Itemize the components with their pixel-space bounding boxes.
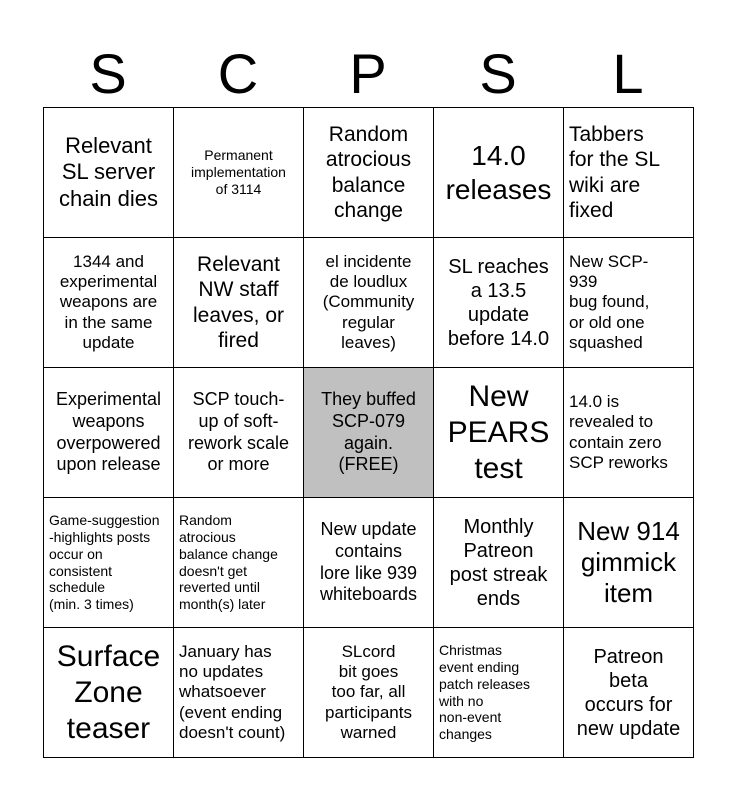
cell-text: Christmas event ending patch releases with no non-event changes: [439, 642, 531, 743]
bingo-cell[interactable]: [434, 238, 564, 368]
cell-text: Tabbers for the SL wiki are fixed: [569, 123, 661, 222]
cell-text: 14.0 releases: [445, 139, 552, 205]
cell-text: New 914 gimmick item: [577, 515, 680, 609]
free-space-cell[interactable]: [304, 368, 434, 498]
cell-text: SL reaches a 13.5 update before 14.0: [447, 255, 550, 350]
cell-text: New SCP- 939 bug found, or old one squashed: [569, 251, 650, 353]
cell-text: Permanent implementation of 3114: [191, 147, 286, 197]
cell-text: New PEARS test: [447, 379, 550, 485]
bingo-cell[interactable]: [434, 108, 564, 238]
cell-text: Relevant SL server chain dies: [58, 132, 159, 211]
bingo-cell[interactable]: [564, 368, 694, 498]
cell-text: Random atrocious balance change doesn't get reverted until month(s) later: [179, 512, 278, 613]
cell-text: Experimental weapons overpowered upon release: [55, 389, 162, 475]
cell-text: Relevant NW staff leaves, or fired: [192, 253, 285, 352]
bingo-cell[interactable]: [434, 498, 564, 628]
bingo-cell[interactable]: [174, 238, 304, 368]
cell-text: Random atrocious balance change: [325, 123, 412, 222]
bingo-cell[interactable]: [174, 108, 304, 238]
cell-text: Game-suggestion -highlights posts occur on consistent schedule (min. 3 times): [49, 512, 160, 613]
bingo-cell[interactable]: [564, 498, 694, 628]
cell-text: They buffed SCP-079 again. (FREE): [321, 389, 416, 475]
cell-text: el incidente de loudlux (Community regular leaves): [322, 251, 415, 353]
bingo-cell[interactable]: [564, 628, 694, 758]
bingo-cell[interactable]: [174, 628, 304, 758]
bingo-cell[interactable]: [564, 108, 694, 238]
bingo-cell[interactable]: [304, 498, 434, 628]
cell-text: 14.0 is revealed to contain zero SCP reworks: [569, 391, 668, 472]
cell-text: SLcord bit goes too far, all participants warned: [325, 641, 412, 743]
bingo-cell[interactable]: [44, 108, 174, 238]
bingo-cell[interactable]: [44, 238, 174, 368]
header-letter-c: C: [217, 42, 259, 105]
bingo-cell[interactable]: [304, 628, 434, 758]
bingo-cell[interactable]: [44, 628, 174, 758]
bingo-cell[interactable]: [44, 368, 174, 498]
bingo-header: [43, 40, 693, 108]
bingo-cell[interactable]: [304, 108, 434, 238]
cell-text: January has no updates whatsoever (event ending doesn't count): [179, 641, 286, 743]
bingo-cell[interactable]: [174, 498, 304, 628]
cell-text: SCP touch- up of soft- rework scale or more: [187, 389, 290, 475]
cell-text: Surface Zone teaser: [56, 639, 161, 745]
cell-text: New update contains lore like 939 whiteboards: [319, 519, 418, 605]
cell-text: Monthly Patreon post streak ends: [449, 515, 548, 610]
bingo-cell[interactable]: [434, 368, 564, 498]
bingo-cell[interactable]: [174, 368, 304, 498]
bingo-board: [43, 107, 694, 758]
cell-text: Patreon beta occurs for new update: [576, 645, 681, 740]
bingo-cell[interactable]: [434, 628, 564, 758]
header-letter-l: L: [612, 42, 644, 105]
header-letter-s2: S: [479, 42, 517, 105]
bingo-cell[interactable]: [44, 498, 174, 628]
header-letter-s1: S: [89, 42, 127, 105]
header-letter-p: P: [349, 42, 387, 105]
cell-text: 1344 and experimental weapons are in the same update: [59, 251, 158, 353]
bingo-cell[interactable]: [564, 238, 694, 368]
bingo-cell[interactable]: [304, 238, 434, 368]
